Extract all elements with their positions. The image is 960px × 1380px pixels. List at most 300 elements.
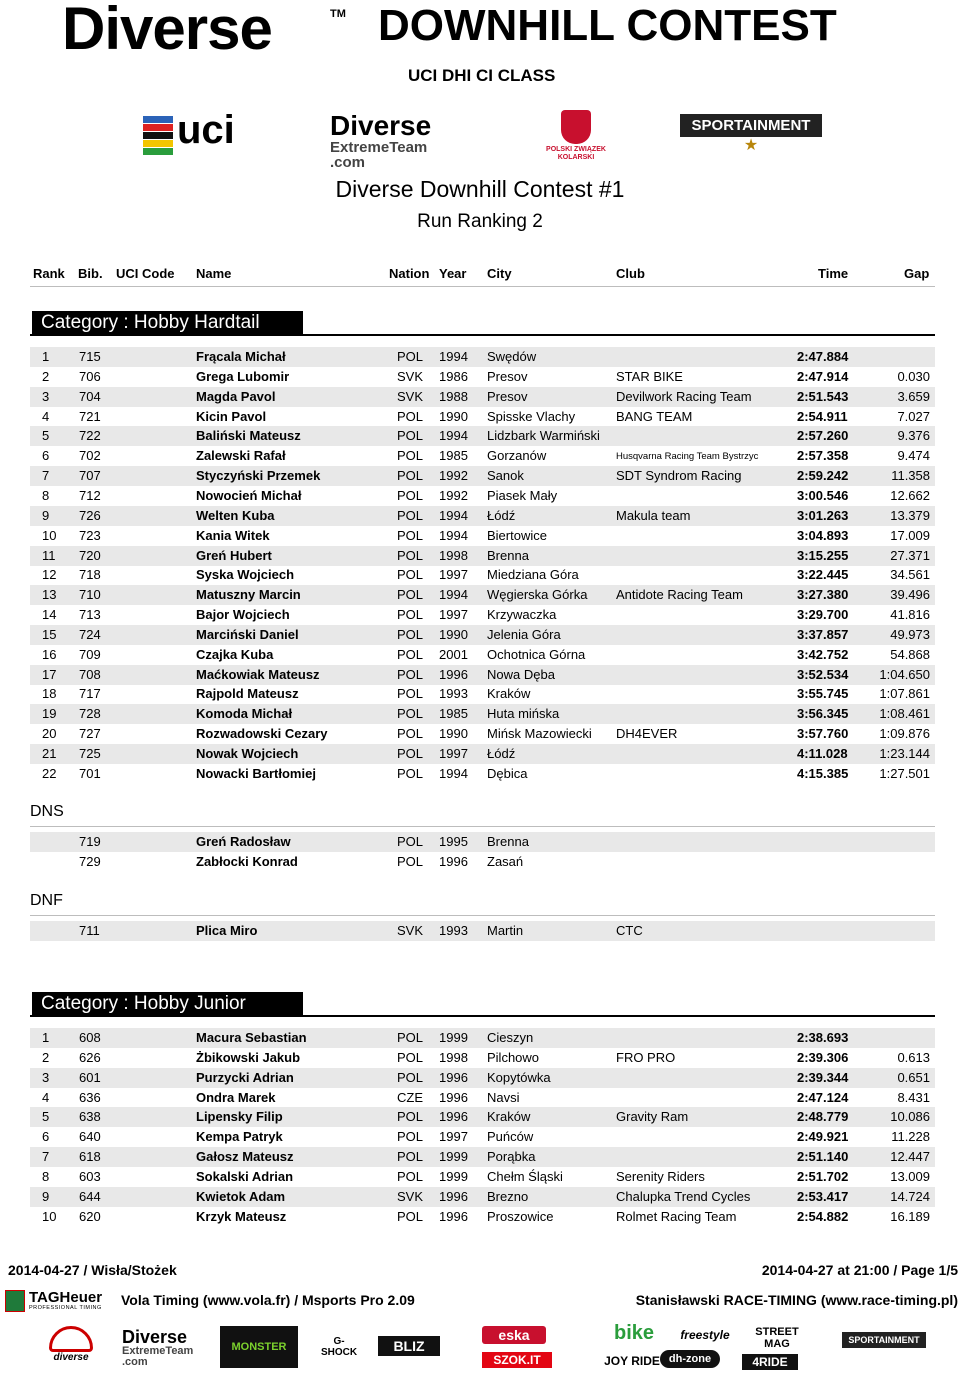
footer-race-timing: Stanisławski RACE-TIMING (www.race-timing.pl) bbox=[635, 1292, 958, 1308]
cell-year: 1992 bbox=[439, 468, 468, 484]
table-row bbox=[30, 347, 935, 367]
cell-name: Żbikowski Jakub bbox=[196, 1049, 301, 1065]
table-row bbox=[30, 426, 935, 446]
cell-year: 1997 bbox=[439, 746, 468, 761]
page-subtitle: Run Ranking 2 bbox=[417, 211, 543, 232]
cell-city: Mińsk Mazowiecki bbox=[487, 726, 592, 742]
cell-nat: SVK bbox=[397, 923, 424, 938]
table-row bbox=[30, 1127, 935, 1147]
table-row bbox=[30, 546, 935, 566]
cell-club: Antidote Racing Team bbox=[616, 587, 743, 603]
cell-bib: 626 bbox=[79, 1049, 101, 1065]
cell-time: 2:47.124 bbox=[797, 1089, 849, 1105]
cell-gap: 0.030 bbox=[897, 368, 930, 384]
cell-time: 3:15.255 bbox=[797, 547, 849, 563]
cell-time: 3:42.752 bbox=[797, 646, 849, 662]
cell-rank: 20 bbox=[42, 726, 57, 742]
cell-year: 1985 bbox=[439, 448, 468, 464]
cell-city: Łódź bbox=[487, 507, 516, 523]
cell-name: Greń Hubert bbox=[196, 547, 272, 563]
col-year: Year bbox=[439, 266, 467, 281]
cell-year: 1999 bbox=[439, 1168, 468, 1184]
cell-gap: 3.659 bbox=[897, 388, 930, 404]
cell-time: 2:54.911 bbox=[797, 408, 848, 424]
cell-bib: 713 bbox=[79, 607, 101, 623]
cell-rank: 3 bbox=[42, 388, 50, 404]
cell-city: Presov bbox=[487, 388, 528, 404]
category-header: Category : Hobby Junior bbox=[32, 992, 303, 1015]
trademark: TM bbox=[330, 8, 346, 20]
cell-city: Martin bbox=[487, 923, 524, 938]
joyride-logo: JOY RIDE bbox=[604, 1354, 660, 1368]
cell-nat: POL bbox=[397, 468, 424, 484]
cell-year: 1990 bbox=[439, 408, 468, 424]
cell-club: Devilwork Racing Team bbox=[616, 388, 752, 404]
cell-time: 3:04.893 bbox=[797, 527, 849, 543]
dns-label-divider bbox=[30, 826, 935, 827]
cell-gap: 0.651 bbox=[897, 1069, 930, 1085]
cell-nat: POL bbox=[397, 726, 424, 742]
cell-name: Kempa Patryk bbox=[196, 1129, 283, 1145]
cell-club: CTC bbox=[616, 923, 643, 938]
cell-time: 2:39.344 bbox=[797, 1069, 849, 1085]
cell-time: 3:57.760 bbox=[797, 726, 849, 742]
cell-year: 1985 bbox=[439, 706, 468, 722]
cell-gap: 7.027 bbox=[897, 408, 930, 424]
cell-rank: 4 bbox=[42, 408, 50, 424]
cell-year: 1993 bbox=[439, 686, 468, 702]
table-row bbox=[30, 1167, 935, 1187]
table-row bbox=[30, 605, 935, 625]
cell-city: Miedziana Góra bbox=[487, 567, 579, 583]
dns-label: DNS bbox=[30, 803, 64, 820]
cell-bib: 721 bbox=[79, 408, 101, 424]
cell-rank: 5 bbox=[42, 1109, 50, 1125]
col-club: Club bbox=[616, 266, 645, 281]
cell-nat: POL bbox=[397, 507, 424, 523]
cell-city: Biertowice bbox=[487, 527, 547, 543]
cell-gap: 13.379 bbox=[890, 507, 930, 523]
cell-name: Baliński Mateusz bbox=[196, 428, 301, 444]
cell-year: 1996 bbox=[439, 1208, 468, 1224]
cell-bib: 638 bbox=[79, 1109, 101, 1125]
category-underline bbox=[30, 334, 935, 336]
cell-bib: 726 bbox=[79, 507, 101, 523]
cell-rank: 2 bbox=[42, 1049, 50, 1065]
cell-city: Nowa Dęba bbox=[487, 666, 555, 682]
cell-rank: 3 bbox=[42, 1069, 50, 1085]
table-row bbox=[30, 852, 935, 872]
cell-city: Gorzanów bbox=[487, 448, 547, 464]
table-row bbox=[30, 744, 935, 764]
cell-bib: 723 bbox=[79, 527, 101, 543]
cell-bib: 711 bbox=[79, 923, 100, 938]
cell-nat: POL bbox=[397, 607, 424, 623]
cell-bib: 709 bbox=[79, 646, 101, 662]
cell-time: 2:38.693 bbox=[797, 1030, 849, 1045]
table-row bbox=[30, 921, 935, 941]
cell-bib: 724 bbox=[79, 626, 101, 642]
cell-year: 1993 bbox=[439, 923, 468, 938]
cell-nat: POL bbox=[397, 408, 424, 424]
cell-gap: 1:08.461 bbox=[879, 706, 930, 722]
cell-time: 3:00.546 bbox=[797, 487, 849, 503]
cell-nat: POL bbox=[397, 448, 424, 464]
cell-club: Gravity Ram bbox=[616, 1109, 689, 1125]
col-city: City bbox=[487, 266, 512, 281]
table-row bbox=[30, 1107, 935, 1127]
cell-nat: POL bbox=[397, 1149, 424, 1165]
footer-printed: 2014-04-27 at 21:00 / Page 1/5 bbox=[761, 1262, 958, 1278]
cell-time: 2:49.921 bbox=[797, 1129, 849, 1145]
monster-logo: MONSTER bbox=[220, 1326, 298, 1368]
cell-rank: 4 bbox=[42, 1089, 50, 1105]
diverse-logo: Diverse bbox=[62, 0, 272, 62]
cell-name: Kania Witek bbox=[196, 527, 270, 543]
cell-bib: 715 bbox=[79, 349, 101, 364]
table-row bbox=[30, 486, 935, 506]
cell-year: 1996 bbox=[439, 854, 468, 869]
table-row bbox=[30, 387, 935, 407]
cell-city: Lidzbark Warmiński bbox=[487, 428, 600, 444]
cell-bib: 718 bbox=[79, 567, 101, 583]
cell-year: 1999 bbox=[439, 1149, 468, 1165]
table-row bbox=[30, 1088, 935, 1108]
cell-city: Kraków bbox=[487, 1109, 531, 1125]
cell-name: Zalewski Rafał bbox=[196, 448, 286, 464]
cell-year: 1997 bbox=[439, 1129, 468, 1145]
cell-city: Sanok bbox=[487, 468, 524, 484]
cell-gap: 0.613 bbox=[897, 1049, 930, 1065]
cell-gap: 12.447 bbox=[890, 1149, 930, 1165]
cell-bib: 708 bbox=[79, 666, 101, 682]
diverse-footer-logo: diverse bbox=[38, 1326, 104, 1366]
cell-gap: 54.868 bbox=[890, 646, 930, 662]
cell-rank: 1 bbox=[42, 1030, 50, 1045]
uci-logo bbox=[143, 108, 243, 164]
cell-name: Nowak Wojciech bbox=[196, 746, 299, 761]
cell-city: Jelenia Góra bbox=[487, 626, 561, 642]
cell-city: Kopytówka bbox=[487, 1069, 551, 1085]
table-row bbox=[30, 446, 935, 466]
cell-name: Marciński Daniel bbox=[196, 626, 299, 642]
table-row bbox=[30, 407, 935, 427]
cell-bib: 618 bbox=[79, 1149, 101, 1165]
table-row bbox=[30, 1207, 935, 1227]
cell-nat: POL bbox=[397, 626, 424, 642]
tagheuer-logo: TAGHeuer PROFESSIONAL TIMING bbox=[5, 1290, 115, 1312]
diverse-extremeteam-footer-logo: Diverse ExtremeTeam .com bbox=[122, 1327, 194, 1368]
table-row bbox=[30, 466, 935, 486]
cell-nat: POL bbox=[397, 487, 424, 503]
cell-time: 2:39.306 bbox=[797, 1049, 849, 1065]
table-row bbox=[30, 724, 935, 744]
dhzone-logo: dh-zone bbox=[660, 1350, 720, 1368]
freestyle-logo: freestyle bbox=[680, 1328, 730, 1342]
cell-time: 3:27.380 bbox=[797, 587, 849, 603]
cell-city: Huta mińska bbox=[487, 706, 560, 722]
table-row bbox=[30, 704, 935, 724]
cell-gap: 9.474 bbox=[897, 448, 930, 464]
contest-logo: DOWNHILL CONTEST bbox=[378, 1, 837, 50]
cell-city: Zasań bbox=[487, 854, 524, 869]
cell-name: Syska Wojciech bbox=[196, 567, 295, 583]
cell-bib: 717 bbox=[79, 686, 101, 702]
cell-year: 1990 bbox=[439, 626, 468, 642]
category-header: Category : Hobby Hardtail bbox=[32, 311, 303, 334]
cell-city: Swędów bbox=[487, 349, 537, 364]
header-divider bbox=[30, 286, 935, 287]
cell-gap: 8.431 bbox=[897, 1089, 930, 1105]
cell-year: 1997 bbox=[439, 567, 468, 583]
cell-club: FRO PRO bbox=[616, 1049, 676, 1065]
cell-nat: POL bbox=[397, 527, 424, 543]
table-row bbox=[30, 645, 935, 665]
cell-gap: 34.561 bbox=[890, 567, 930, 583]
cell-name: Bajor Wojciech bbox=[196, 607, 290, 623]
cell-city: Łódź bbox=[487, 746, 516, 761]
cell-gap: 10.086 bbox=[890, 1109, 930, 1125]
cell-rank: 17 bbox=[42, 666, 57, 682]
table-row bbox=[30, 526, 935, 546]
cell-year: 1992 bbox=[439, 487, 468, 503]
cell-time: 2:57.260 bbox=[797, 428, 849, 444]
cell-rank: 1 bbox=[42, 349, 50, 364]
cell-gap: 39.496 bbox=[890, 587, 930, 603]
gshock-logo: G-SHOCK bbox=[320, 1336, 358, 1358]
cell-rank: 10 bbox=[42, 1208, 57, 1224]
cell-time: 2:59.242 bbox=[797, 468, 849, 484]
cell-city: Krzywaczka bbox=[487, 607, 557, 623]
cell-bib: 702 bbox=[79, 448, 101, 464]
cell-nat: POL bbox=[397, 1049, 424, 1065]
cell-time: 3:01.263 bbox=[797, 507, 849, 523]
table-row bbox=[30, 832, 935, 852]
cell-gap: 16.189 bbox=[890, 1208, 930, 1224]
cell-club: Makula team bbox=[616, 507, 691, 523]
table-row bbox=[30, 1028, 935, 1048]
cell-time: 2:57.358 bbox=[797, 448, 849, 464]
cell-name: Plica Miro bbox=[196, 923, 258, 938]
cell-nat: POL bbox=[397, 666, 424, 682]
cell-rank: 19 bbox=[42, 706, 57, 722]
cell-name: Styczyński Przemek bbox=[196, 468, 321, 484]
cell-time: 2:54.882 bbox=[797, 1208, 849, 1224]
dnf-label-divider bbox=[30, 915, 935, 916]
cell-gap: 1:27.501 bbox=[879, 765, 930, 781]
cell-club: Rolmet Racing Team bbox=[616, 1208, 737, 1224]
cell-time: 3:52.534 bbox=[797, 666, 849, 682]
cell-nat: POL bbox=[397, 706, 424, 722]
cell-year: 1998 bbox=[439, 1049, 468, 1065]
cell-nat: POL bbox=[397, 547, 424, 563]
table-row bbox=[30, 764, 935, 784]
cell-name: Macura Sebastian bbox=[196, 1030, 307, 1045]
cell-city: Brenna bbox=[487, 834, 529, 849]
cell-name: Czajka Kuba bbox=[196, 646, 274, 662]
cell-nat: POL bbox=[397, 834, 424, 849]
footer-timing: Vola Timing (www.vola.fr) / Msports Pro 2.09 bbox=[121, 1292, 415, 1308]
col-rank: Rank bbox=[33, 266, 65, 281]
cell-nat: POL bbox=[397, 1168, 424, 1184]
cell-city: Porąbka bbox=[487, 1149, 536, 1165]
table-row bbox=[30, 625, 935, 645]
cell-city: Brezno bbox=[487, 1188, 529, 1204]
cell-name: Kwietok Adam bbox=[196, 1188, 286, 1204]
cell-rank: 6 bbox=[42, 448, 50, 464]
streetmag-logo: STREET MAG bbox=[755, 1326, 799, 1350]
cell-nat: POL bbox=[397, 746, 424, 761]
sportainment-footer-logo: SPORTAINMENT bbox=[842, 1332, 926, 1348]
cell-gap: 12.662 bbox=[890, 487, 930, 503]
cell-time: 3:22.445 bbox=[797, 567, 849, 583]
cell-year: 1986 bbox=[439, 368, 468, 384]
cell-gap: 1:09.876 bbox=[879, 726, 930, 742]
cell-city: Kraków bbox=[487, 686, 531, 702]
col-nation: Nation bbox=[389, 266, 430, 281]
pzkol-shield-icon bbox=[561, 110, 591, 144]
cell-year: 1994 bbox=[439, 527, 468, 543]
cell-name: Komoda Michał bbox=[196, 706, 293, 722]
cell-nat: POL bbox=[397, 765, 424, 781]
cell-rank: 15 bbox=[42, 626, 57, 642]
cell-club: BANG TEAM bbox=[616, 408, 693, 424]
cell-time: 2:51.702 bbox=[797, 1168, 849, 1184]
bliz-logo: BLIZ bbox=[378, 1336, 440, 1356]
col-bib: Bib. bbox=[78, 266, 103, 281]
cell-rank: 12 bbox=[42, 567, 57, 583]
table-row bbox=[30, 506, 935, 526]
table-row bbox=[30, 665, 935, 685]
cell-bib: 603 bbox=[79, 1168, 101, 1184]
cell-rank: 11 bbox=[42, 547, 56, 563]
cell-city: Cieszyn bbox=[487, 1030, 534, 1045]
cell-nat: POL bbox=[397, 1208, 424, 1224]
cell-nat: POL bbox=[397, 686, 424, 702]
table-row bbox=[30, 684, 935, 704]
cell-year: 1996 bbox=[439, 1188, 468, 1204]
cell-club: Serenity Riders bbox=[616, 1168, 705, 1184]
table-row bbox=[30, 1147, 935, 1167]
table-row bbox=[30, 1048, 935, 1068]
cell-club: DH4EVER bbox=[616, 726, 678, 742]
cell-time: 2:47.884 bbox=[797, 349, 849, 364]
cell-bib: 712 bbox=[79, 487, 101, 503]
pzkol-logo: POLSKI ZWIĄZEK KOLARSKI bbox=[540, 110, 612, 162]
cell-year: 2001 bbox=[439, 646, 468, 662]
cell-rank: 7 bbox=[42, 468, 50, 484]
cell-club: Husqvarna Racing Team Bystrzyc bbox=[616, 451, 759, 463]
cell-year: 1988 bbox=[439, 388, 468, 404]
cell-rank: 5 bbox=[42, 428, 50, 444]
cell-bib: 706 bbox=[79, 368, 101, 384]
cell-year: 1994 bbox=[439, 349, 468, 364]
cell-rank: 10 bbox=[42, 527, 57, 543]
diverse-extremeteam-logo: Diverse ExtremeTeam .com bbox=[330, 110, 432, 171]
cell-time: 4:15.385 bbox=[797, 765, 849, 781]
cell-city: Proszowice bbox=[487, 1208, 554, 1224]
cell-bib: 608 bbox=[79, 1030, 101, 1045]
cell-rank: 8 bbox=[42, 487, 50, 503]
cell-nat: POL bbox=[397, 646, 424, 662]
table-row bbox=[30, 585, 935, 605]
cell-name: Sokalski Adrian bbox=[196, 1168, 294, 1184]
cell-nat: CZE bbox=[397, 1089, 423, 1105]
cell-city: Puńców bbox=[487, 1129, 534, 1145]
class-line: UCI DHI CI CLASS bbox=[408, 66, 556, 85]
cell-rank: 16 bbox=[42, 646, 57, 662]
cell-time: 4:11.028 bbox=[797, 746, 848, 761]
table-row bbox=[30, 565, 935, 585]
cell-rank: 9 bbox=[42, 1188, 50, 1204]
cell-rank: 14 bbox=[42, 607, 57, 623]
table-row bbox=[30, 1187, 935, 1207]
cell-gap: 49.973 bbox=[890, 626, 930, 642]
cell-nat: POL bbox=[397, 854, 424, 869]
cell-year: 1994 bbox=[439, 507, 468, 523]
cell-nat: SVK bbox=[397, 368, 424, 384]
bike-logo: bike bbox=[613, 1322, 655, 1344]
cell-rank: 6 bbox=[42, 1129, 50, 1145]
cell-time: 3:37.857 bbox=[797, 626, 849, 642]
cell-gap: 27.371 bbox=[890, 547, 930, 563]
cell-gap: 11.228 bbox=[891, 1129, 930, 1145]
sportainment-logo: SPORTAINMENT ★ bbox=[680, 114, 822, 155]
cell-bib: 710 bbox=[79, 587, 101, 603]
uci-wordmark: uci bbox=[177, 108, 235, 152]
cell-bib: 704 bbox=[79, 388, 101, 404]
cell-name: Welten Kuba bbox=[196, 507, 275, 523]
col-name: Name bbox=[196, 266, 232, 281]
cell-name: Lipensky Filip bbox=[196, 1109, 283, 1125]
cell-year: 1998 bbox=[439, 547, 468, 563]
table-row bbox=[30, 1068, 935, 1088]
cell-time: 2:48.779 bbox=[797, 1109, 849, 1125]
cell-rank: 18 bbox=[42, 686, 57, 702]
cell-nat: POL bbox=[397, 1069, 424, 1085]
cell-nat: POL bbox=[397, 587, 424, 603]
footer-date-place: 2014-04-27 / Wisła/Stożek bbox=[8, 1262, 177, 1278]
col-uci-code: UCI Code bbox=[116, 266, 175, 281]
cell-bib: 640 bbox=[79, 1129, 101, 1145]
cell-name: Nowocień Michał bbox=[196, 487, 302, 503]
cell-name: Zabłocki Konrad bbox=[196, 854, 298, 869]
eska-logo: eska bbox=[482, 1326, 546, 1344]
cell-year: 1997 bbox=[439, 607, 468, 623]
cell-nat: POL bbox=[397, 349, 424, 364]
cell-bib: 722 bbox=[79, 428, 101, 444]
cell-name: Matuszny Marcin bbox=[196, 587, 301, 603]
cell-rank: 21 bbox=[42, 746, 57, 761]
cell-year: 1994 bbox=[439, 428, 468, 444]
cell-bib: 728 bbox=[79, 706, 101, 722]
star-icon: ★ bbox=[743, 137, 759, 154]
cell-rank: 8 bbox=[42, 1168, 50, 1184]
cell-city: Dębica bbox=[487, 765, 528, 781]
cell-year: 1994 bbox=[439, 765, 468, 781]
cell-bib: 720 bbox=[79, 547, 101, 563]
cell-nat: SVK bbox=[397, 388, 424, 404]
cell-bib: 727 bbox=[79, 726, 101, 742]
cell-gap: 9.376 bbox=[897, 428, 930, 444]
cell-rank: 7 bbox=[42, 1149, 50, 1165]
cell-year: 1996 bbox=[439, 1069, 468, 1085]
cell-city: Piasek Mały bbox=[487, 487, 558, 503]
cell-name: Magda Pavol bbox=[196, 388, 276, 404]
cell-name: Nowacki Bartłomiej bbox=[196, 765, 316, 781]
cell-time: 2:47.914 bbox=[797, 368, 849, 384]
cell-year: 1994 bbox=[439, 587, 468, 603]
